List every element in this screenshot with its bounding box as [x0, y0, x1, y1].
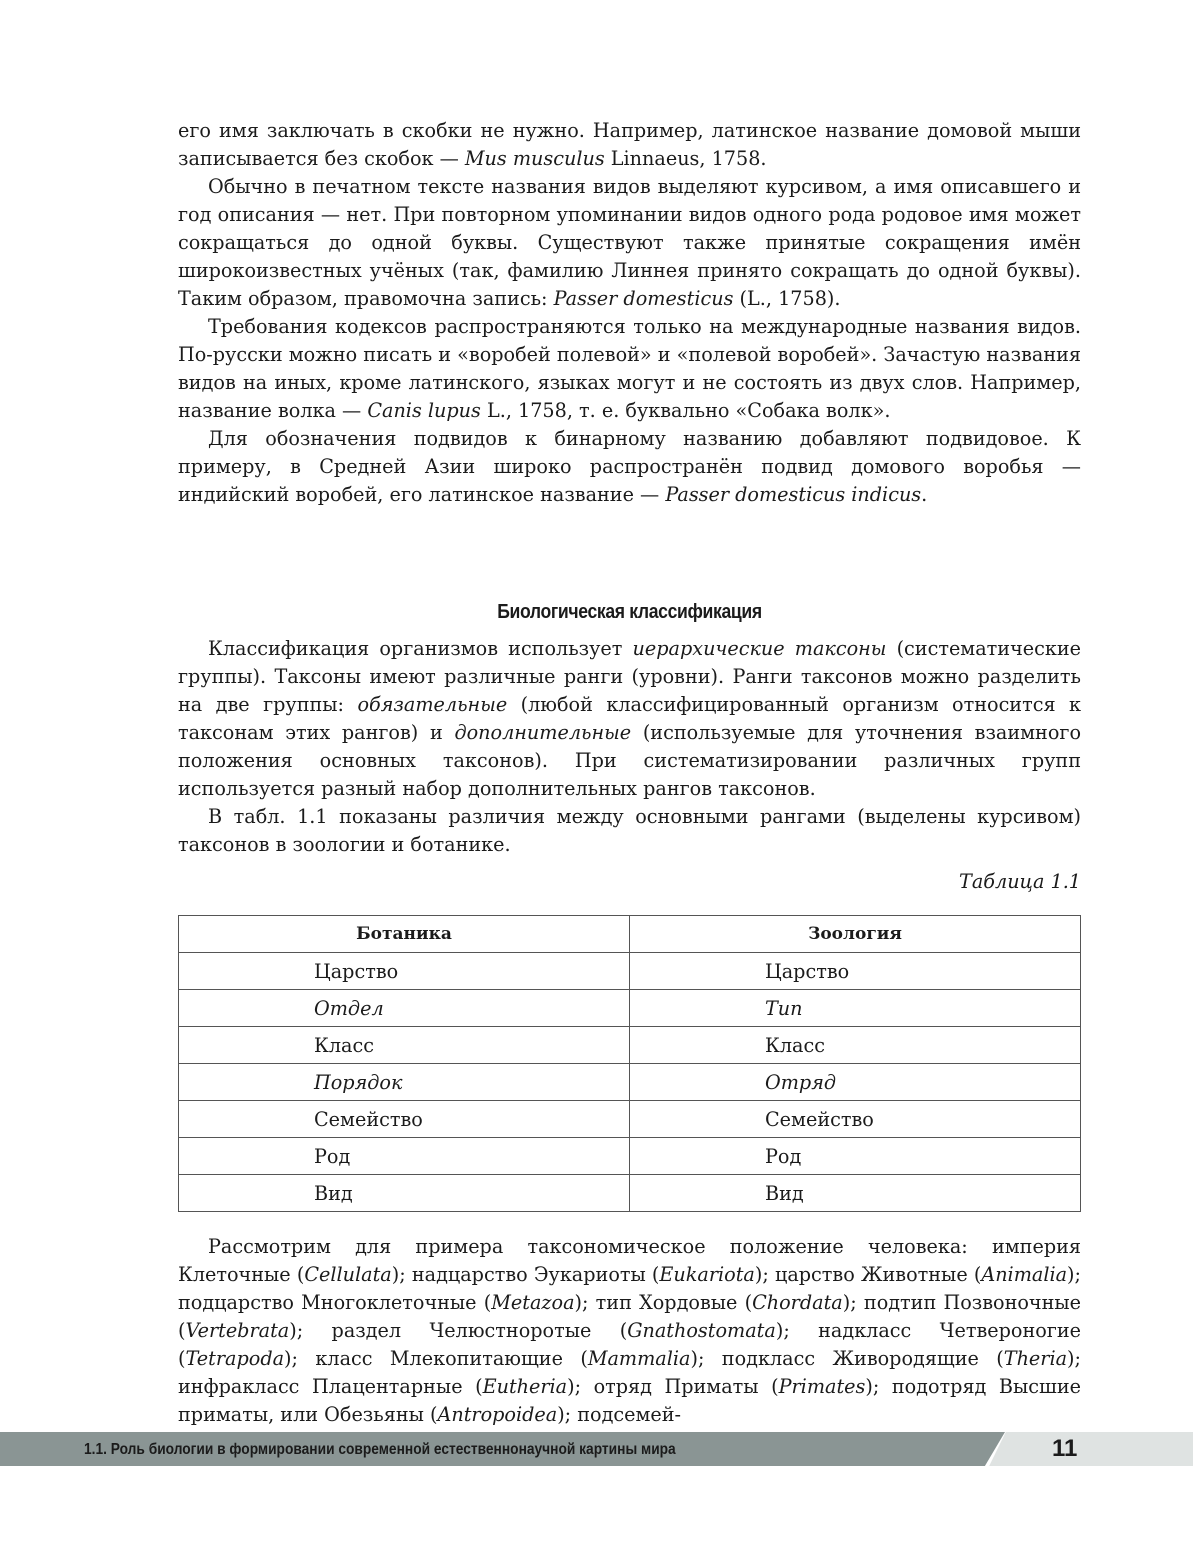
italic-term: Antropoidea	[437, 1403, 558, 1426]
table-cell-botany: Семейство	[179, 1101, 630, 1138]
italic-term: Passer domesticus	[553, 287, 734, 310]
italic-term: Eutheria	[482, 1375, 568, 1398]
italic-term: иерархические таксоны	[632, 637, 887, 660]
top-paragraph: Обычно в печатном тексте названия видов выделяют курсивом, а имя описавшего и год описания — нет. При повторном упоминании видов одного рода родовое имя может сокращаться до одной буквы. Существуют также принятые сокращения имён широкоизвестных учёных (так, фамилию Линнея принято сокращать до одной буквы). Таким образом, правомочна запись: Passer domesticus (L., 1758).	[178, 175, 1081, 310]
italic-term: Mus musculus	[464, 147, 605, 170]
table-row	[179, 1101, 1081, 1138]
body-text-bottom	[178, 1233, 1081, 1429]
italic-term: Gnathostomata	[627, 1319, 776, 1342]
middle-paragraph: Классификация организмов использует иерархические таксоны (систематические группы). Таксоны имеют различные ранги (уровни). Ранги таксонов можно разделить на две группы: обязательные (любой классифицированный организм относится к таксонам этих рангов) и дополнительные (используемые для уточнения взаимного положения основных таксонов). При систематизировании различных групп используется разный набор дополнительных рангов таксонов.	[178, 637, 1082, 800]
table-cell-botany: Род	[179, 1138, 630, 1175]
taxonomy-table	[178, 915, 1081, 1212]
italic-term: Vertebrata	[185, 1319, 290, 1342]
table-row	[179, 1138, 1081, 1175]
top-paragraph: Для обозначения подвидов к бинарному названию добавляют подвидовое. К примеру, в Средней Азии широко распространён подвид домового воробья — индийский воробей, его латинское название — Passer domesticus indicus.	[178, 427, 1081, 506]
page-number: 11	[1052, 1435, 1078, 1462]
middle-paragraph: В табл. 1.1 показаны различия между основными рангами (выделены курсивом) таксонов в зоологии и ботанике.	[178, 805, 1081, 856]
top-paragraph: его имя заключать в скобки не нужно. Например, латинское название домовой мыши записывается без скобок — Mus musculus Linnaeus, 1758.	[178, 119, 1081, 170]
italic-term: Cellulata	[304, 1263, 392, 1286]
table-cell-zoology: Класс	[630, 1027, 1081, 1064]
table-caption: Таблица 1.1	[959, 870, 1081, 893]
italic-term: дополнительные	[454, 721, 632, 744]
italic-term: Tetrapoda	[185, 1347, 285, 1370]
table-row	[179, 1027, 1081, 1064]
body-text-top	[178, 117, 1081, 509]
footer-band-light	[985, 1432, 1193, 1466]
table-header-row	[179, 916, 1081, 953]
italic-term: Theria	[1003, 1347, 1068, 1370]
table-cell-botany: Вид	[179, 1175, 630, 1212]
table-row	[179, 953, 1081, 990]
table-cell-zoology: Семейство	[630, 1101, 1081, 1138]
table-cell-zoology: Отряд	[630, 1064, 1081, 1101]
bottom-paragraph: Рассмотрим для примера таксономическое положение человека: империя Клеточные (Cellulata); надцарство Эукариоты (Eukariota); царство Животные (Animalia); подцарство Многоклеточные (Metazoa); тип Хордовые (Chordata); подтип Позвоночные (Vertebrata); раздел Челюстноротые (Gnathostomata); надкласс Четвероногие (Tetrapoda); класс Млекопитающие (Mammalia); подкласс Живородящие (Theria); инфракласс Плацентарные (Eutheria); отряд Приматы (Primates); подотряд Высшие приматы, или Обезьяны (Antropoidea); подсемей-	[178, 1235, 1082, 1426]
italic-term: Eukariota	[659, 1263, 755, 1286]
italic-term: Mammalia	[587, 1347, 691, 1370]
italic-term: Passer domesticus indicus	[665, 483, 922, 506]
italic-term: Animalia	[981, 1263, 1068, 1286]
top-paragraph: Требования кодексов распространяются только на международные названия видов. По-русски можно писать и «воробей полевой» и «полевой воробей». Зачастую названия видов на иных, кроме латинского, языках могут и не состоять из двух слов. Например, название волка — Canis lupus L., 1758, т. е. буквально «Собака волк».	[178, 315, 1081, 422]
table-body	[179, 953, 1081, 1212]
table-cell-zoology: Вид	[630, 1175, 1081, 1212]
table-header-zoology: Зоология	[630, 916, 1081, 953]
table-cell-botany: Порядок	[179, 1064, 630, 1101]
table-row	[179, 990, 1081, 1027]
table-header-botany: Ботаника	[179, 916, 630, 953]
running-title: 1.1. Роль биологии в формировании современной естественнонаучной картины мира	[84, 1441, 676, 1458]
section-heading: Биологическая классификация	[497, 601, 762, 623]
italic-term: Metazoa	[491, 1291, 575, 1314]
table-cell-zoology: Тип	[630, 990, 1081, 1027]
table-row	[179, 1175, 1081, 1212]
body-text-middle	[178, 635, 1081, 859]
table-row	[179, 1064, 1081, 1101]
table-cell-botany: Отдел	[179, 990, 630, 1027]
table-cell-zoology: Царство	[630, 953, 1081, 990]
italic-term: Chordata	[752, 1291, 843, 1314]
table-cell-zoology: Род	[630, 1138, 1081, 1175]
italic-term: Canis lupus	[367, 399, 481, 422]
table-cell-botany: Класс	[179, 1027, 630, 1064]
table-cell-botany: Царство	[179, 953, 630, 990]
italic-term: Primates	[778, 1375, 866, 1398]
italic-term: обязательные	[357, 693, 508, 716]
